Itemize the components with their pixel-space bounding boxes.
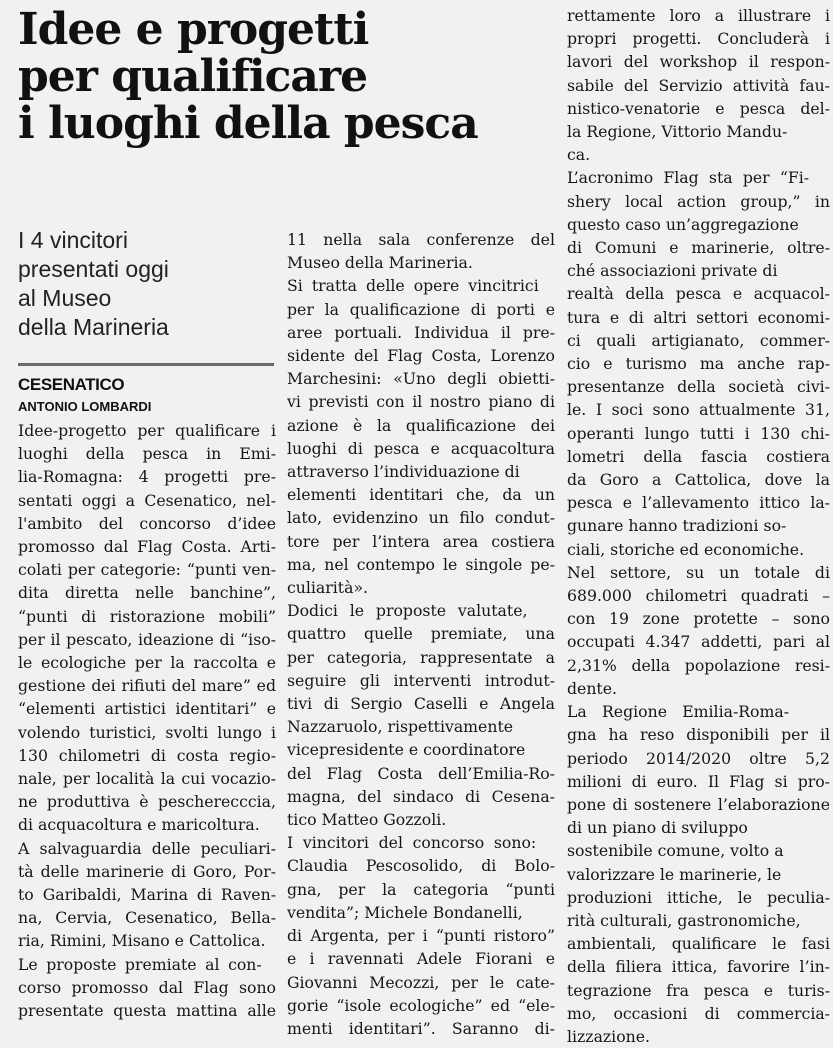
- body-text-line: le. I soci sono attualmente 31,: [567, 400, 830, 420]
- body-text-line: quattro quelle premiate, una: [287, 624, 555, 644]
- body-text-line: l'ambito del concorso d’idee: [18, 513, 276, 533]
- body-text-line: pone di sostenere l’elaborazione: [567, 794, 830, 814]
- body-text-line: la Regione, Vittorio Mandu-: [567, 122, 788, 142]
- body-text-line: con 19 zone protette – sono: [567, 609, 830, 629]
- body-text-line: lizzazione.: [567, 1026, 651, 1046]
- body-text-line: gunare hanno tradizioni so-: [567, 516, 787, 536]
- body-text-line: La Regione Emilia-Roma-: [567, 702, 790, 722]
- body-text-line: gorie “isole ecologiche” ed “ele-: [287, 995, 555, 1015]
- subtitle-line: della Marineria: [18, 314, 169, 340]
- body-text-line: della filiera ittica, favorire l’in-: [567, 957, 830, 977]
- body-text-line: e i ravennati Adele Fiorani e: [287, 949, 555, 969]
- body-text-line: 11 nella sala conferenze del: [287, 230, 555, 249]
- subtitle-line: presentati oggi: [18, 256, 169, 282]
- body-text-line: luoghi di pesca e acquacoltura: [287, 438, 555, 458]
- body-text-line: dita diretta nelle banchine”,: [18, 583, 276, 603]
- body-text-line: vicepresidente e coordinatore: [287, 740, 526, 760]
- body-text-line: seguire gli interventi introdut-: [287, 670, 555, 690]
- body-text-line: pesca e l’allevamento ittico la-: [567, 493, 830, 513]
- body-text-line: le ecologiche per la raccolta e: [18, 653, 276, 673]
- body-text-line: milioni di euro. Il Flag si pro-: [567, 771, 830, 791]
- body-text-line: Dodici le proposte valutate,: [287, 601, 528, 621]
- body-text-line: promosso dal Flag Costa. Arti-: [18, 537, 276, 557]
- body-text-line: magna, del sindaco di Cesena-: [287, 786, 555, 806]
- body-text-line: 130 chilometri di costa regio-: [18, 745, 276, 765]
- body-text-line: nistico-venatorie e pesca del-: [567, 98, 830, 118]
- body-text-line: culiarità».: [287, 578, 369, 598]
- body-text-line: per la qualificazione di porti e: [287, 299, 555, 319]
- body-text-line: da Goro a Cattolica, dove la: [567, 470, 830, 490]
- body-text-line: azione è la qualificazione dei: [287, 415, 555, 435]
- body-text-line: operanti lungo tutti i 130 chi-: [567, 423, 830, 443]
- body-text-line: gna ha reso disponibili per il: [567, 725, 830, 745]
- body-text-line: ne produttiva è pescherecccia,: [18, 792, 276, 812]
- body-text-line: lia-Romagna: 4 progetti pre-: [18, 467, 276, 487]
- body-text-line: lavori del workshop il respon-: [567, 52, 830, 72]
- body-text-line: ché associazioni private di: [567, 261, 778, 281]
- body-text-line: menti identitari”. Saranno di-: [287, 1018, 555, 1038]
- body-text-line: vi previsti con il nostro piano di: [287, 392, 555, 412]
- body-text-line: rettamente loro a illustrare i: [567, 6, 830, 25]
- body-text-line: Nel settore, su un totale di: [567, 562, 830, 582]
- body-text-line: sabile del Servizio attività fau-: [567, 75, 830, 95]
- body-text-line: rità culturali, gastronomiche,: [567, 910, 801, 930]
- body-text-line: elementi identitari che, da un: [287, 485, 555, 505]
- body-text-line: A salvaguardia delle peculiari-: [18, 838, 276, 858]
- body-text-line: tegrazione fra pesca e turis-: [567, 980, 830, 1000]
- article-column-3: [567, 4, 830, 1048]
- body-text-line: valorizzare le marinerie, le: [567, 864, 782, 884]
- body-text-line: ca.: [567, 145, 591, 165]
- body-text-line: colati per categorie: “punti ven-: [18, 560, 276, 580]
- body-text-line: vendita”; Michele Bondanelli,: [287, 902, 523, 922]
- body-text-line: 689.000 chilometri quadrati –: [567, 586, 830, 606]
- body-text-line: shery local action group,” in: [567, 191, 830, 211]
- body-text-line: presentate questa mattina alle: [18, 1001, 276, 1021]
- body-text-line: periodo 2014/2020 oltre 5,2: [567, 748, 830, 768]
- body-text-line: corso promosso dal Flag sono: [18, 977, 276, 997]
- body-text-line: tivi di Sergio Caselli e Angela: [287, 694, 555, 714]
- body-text-line: lometri della fascia costiera: [567, 446, 830, 466]
- body-text-line: sostenibile comune, volto a: [567, 841, 784, 861]
- subtitle-line: I 4 vincitori: [18, 227, 128, 253]
- body-text-line: presentanze della società civi-: [567, 377, 830, 397]
- body-text-line: ma, nel contempo le singole pe-: [287, 554, 555, 574]
- byline: ANTONIO LOMBARDI: [18, 399, 152, 414]
- body-text-line: mo, occasioni di commercia-: [567, 1003, 830, 1023]
- subtitle-line: al Museo: [18, 285, 112, 311]
- body-text-line: del Flag Costa dell’Emilia-Ro-: [287, 763, 555, 783]
- body-text-line: tura e di altri settori economi-: [567, 307, 830, 327]
- dateline: CESENATICO: [18, 375, 125, 394]
- body-text-line: ci quali artigianato, commer-: [567, 330, 830, 350]
- body-text-line: I vincitori del concorso sono:: [287, 833, 537, 853]
- body-text-line: occupati 4.347 addetti, pari al: [567, 632, 830, 652]
- article-column-1: [18, 419, 276, 1022]
- subtitle: [18, 226, 278, 342]
- body-text-line: cio e turismo ma anche rap-: [567, 354, 830, 374]
- body-text-line: propri progetti. Concluderà i: [567, 29, 830, 49]
- body-text-line: di un piano di sviluppo: [567, 818, 748, 838]
- body-text-line: gestione dei rifiuti del mare” ed: [18, 676, 276, 696]
- body-text-line: Museo della Marineria.: [287, 253, 473, 273]
- body-text-line: realtà della pesca e acquacol-: [567, 284, 830, 304]
- body-text-line: di acquacoltura e maricoltura.: [18, 815, 260, 835]
- body-text-line: 2,31% della popolazione resi-: [567, 655, 830, 675]
- section-divider: [18, 363, 274, 366]
- body-text-line: volendo turistici, svolti lungo i: [18, 722, 276, 742]
- body-text-line: lato, evidenzino un filo condut-: [287, 508, 555, 528]
- body-text-line: dente.: [567, 678, 618, 698]
- body-text-line: sentati oggi a Cesenatico, nel-: [18, 490, 276, 510]
- body-text-line: to Garibaldi, Marina di Raven-: [18, 885, 276, 905]
- body-text-line: per il pescato, ideazione di “iso-: [18, 629, 276, 649]
- body-text-line: Nazzaruolo, rispettivamente: [287, 717, 514, 737]
- body-text-line: produzioni ittiche, le peculia-: [567, 887, 830, 907]
- body-text-line: ria, Rimini, Misano e Cattolica.: [18, 931, 266, 951]
- body-text-line: Giovanni Mecozzi, per le cate-: [287, 972, 555, 992]
- headline-line: per qualificare: [18, 51, 368, 103]
- body-text-line: di Comuni e marinerie, oltre-: [567, 238, 830, 258]
- headline-line: Idee e progetti: [18, 4, 369, 55]
- headline-line: i luoghi della pesca: [18, 98, 478, 150]
- body-text-line: “punti di ristorazione mobili”: [18, 606, 276, 626]
- body-text-line: luoghi della pesca in Emi-: [18, 444, 276, 464]
- body-text-line: Idee-progetto per qualificare i: [18, 421, 276, 440]
- body-text-line: di Argenta, per i “punti ristoro”: [287, 926, 555, 946]
- body-text-line: nale, per località la cui vocazio-: [18, 769, 276, 789]
- body-text-line: gna, per la categoria “punti: [287, 879, 555, 899]
- body-text-line: sidente del Flag Costa, Lorenzo: [287, 346, 555, 366]
- body-text-line: Marchesini: «Uno degli obietti-: [287, 369, 555, 389]
- body-text-line: ciali, storiche ed economiche.: [567, 539, 805, 559]
- body-text-line: “elementi artistici identitari” e: [18, 699, 276, 719]
- body-text-line: na, Cervia, Cesenatico, Bella-: [18, 908, 276, 928]
- body-text-line: Le proposte premiate al con-: [18, 954, 262, 974]
- body-text-line: aree portuali. Individua il pre-: [287, 322, 555, 342]
- body-text-line: tà delle marinerie di Goro, Por-: [18, 861, 276, 881]
- body-text-line: tico Matteo Gozzoli.: [287, 810, 447, 830]
- body-text-line: L’acronimo Flag sta per “Fi-: [567, 168, 810, 188]
- article-column-2: [287, 228, 555, 1040]
- body-text-line: ambientali, qualificare le fasi: [567, 934, 830, 954]
- body-text-line: tore per l’intera area costiera: [287, 531, 555, 551]
- headline: [18, 4, 558, 150]
- body-text-line: per categoria, rappresentate a: [287, 647, 555, 667]
- body-text-line: questo caso un’aggregazione: [567, 214, 799, 234]
- body-text-line: attraverso l’individuazione di: [287, 462, 520, 482]
- body-text-line: Claudia Pescosolido, di Bolo-: [287, 856, 555, 876]
- body-text-line: Si tratta delle opere vincitrici: [287, 276, 539, 296]
